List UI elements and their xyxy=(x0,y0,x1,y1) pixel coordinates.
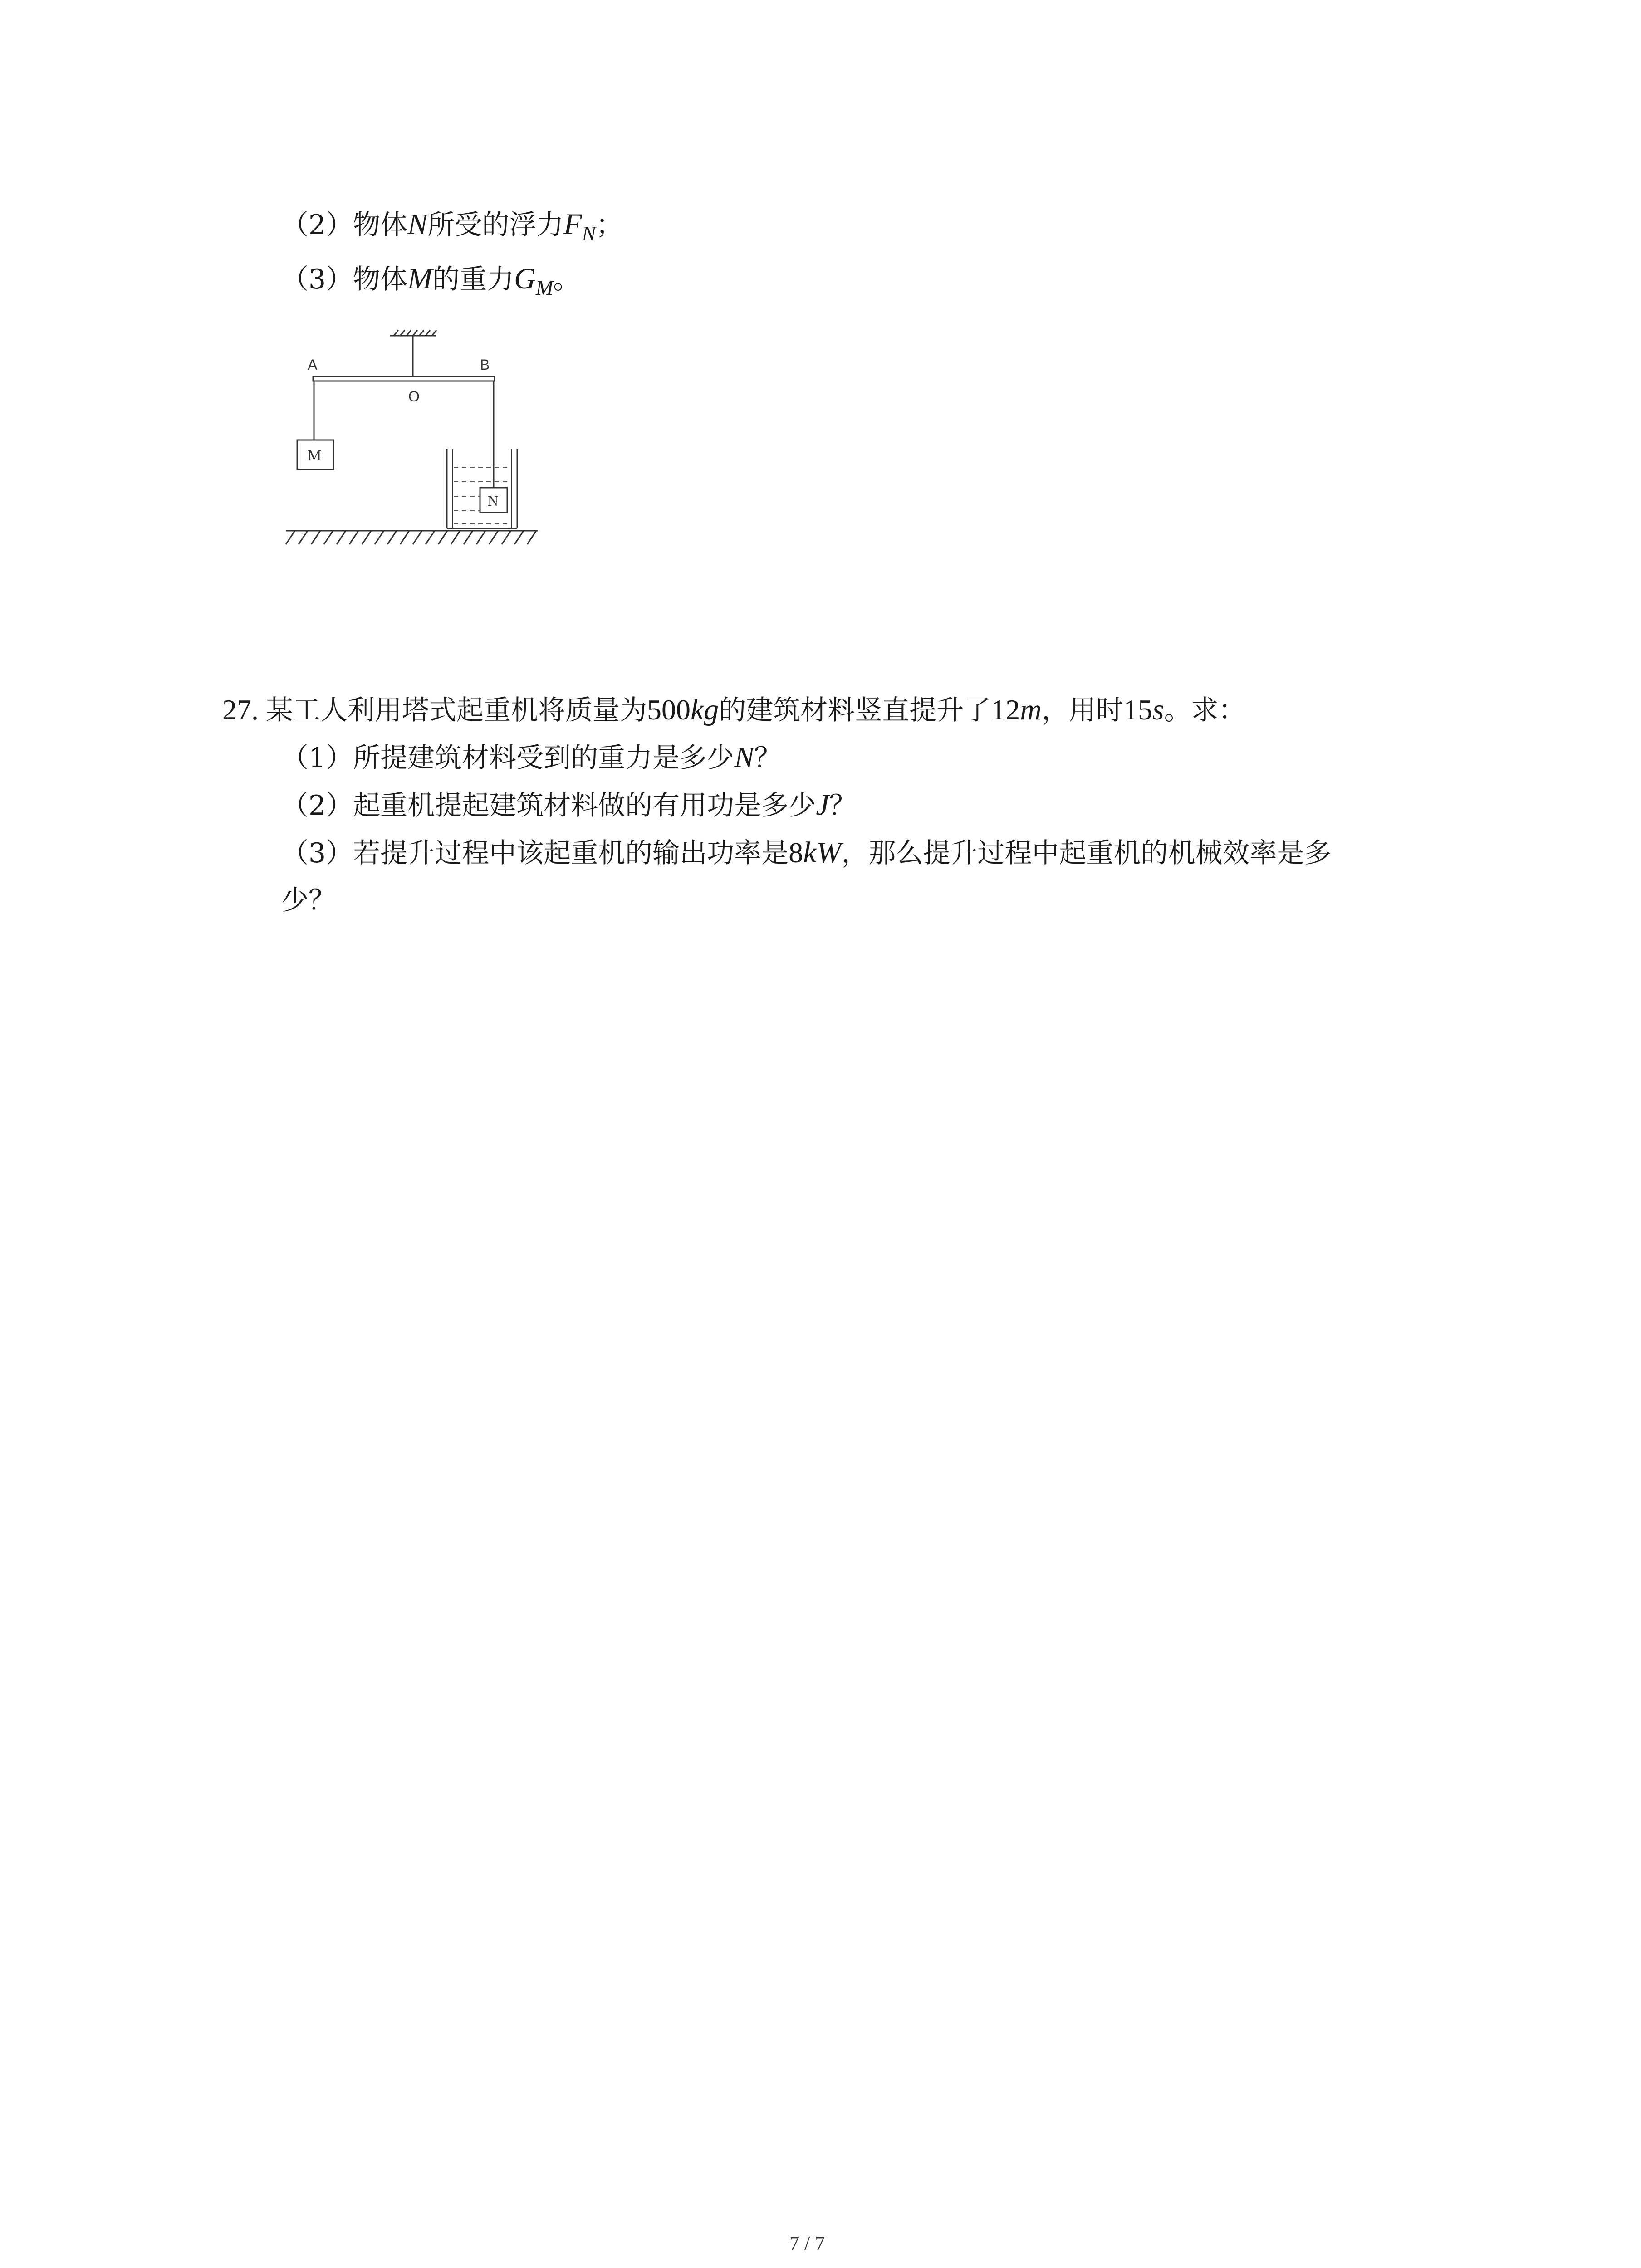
q27-number: 27. xyxy=(222,694,266,726)
lever-bar xyxy=(313,376,495,381)
q27-t1: 某工人利用塔式起重机将质量为 xyxy=(266,694,647,726)
ground xyxy=(286,531,538,544)
block-m-label: M xyxy=(308,447,322,464)
q26-part3-prefix: （3）物体 xyxy=(281,264,408,295)
q26-part2-var: N xyxy=(407,208,428,241)
q26-part3-end: 。 xyxy=(553,264,581,295)
q26-part3-var: M xyxy=(407,262,433,295)
q27-part3-value: 8 xyxy=(789,836,803,869)
q26-part2-end: ； xyxy=(596,209,623,241)
q27-v2: 12 xyxy=(991,694,1020,726)
block-n-label: N xyxy=(488,493,499,509)
q26-part3 xyxy=(281,261,580,306)
q27-part1-text: （1）所提建筑材料受到的重力是多少 xyxy=(281,742,735,774)
q26-part2-mid: 所受的浮力 xyxy=(427,209,564,241)
q27-part3-cont xyxy=(281,882,336,919)
q26-part2 xyxy=(281,206,623,252)
q27-part2 xyxy=(281,787,856,824)
q27-v1: 500 xyxy=(647,694,691,726)
q27-u2: m xyxy=(1020,693,1042,726)
q27-part1 xyxy=(281,739,781,776)
q26-part2-prefix: （2）物体 xyxy=(281,209,408,241)
label-a: A xyxy=(308,357,318,373)
q27-part1-unit: N xyxy=(734,741,754,774)
q27-part3-cont-text: 少？ xyxy=(281,885,336,916)
q27-part1-end: ？ xyxy=(754,742,782,774)
q26-part3-sym: G xyxy=(514,262,536,295)
q27-part3-unit: kW xyxy=(803,836,842,869)
q27-v3: 15 xyxy=(1123,694,1152,726)
q27-part3 xyxy=(281,835,1331,871)
q27-part3-text1: （3）若提升过程中该起重机的输出功率是 xyxy=(281,837,789,869)
q27-part3-text2: ，那么提升过程中起重机的机械效率是多 xyxy=(841,837,1332,869)
q27-t3: ，用时 xyxy=(1041,694,1123,726)
q27-u1: kg xyxy=(691,693,719,726)
q26-part2-sub: N xyxy=(582,222,596,245)
label-o: O xyxy=(408,388,420,405)
label-b: B xyxy=(480,357,490,373)
q27-stem xyxy=(222,692,1246,728)
lever-buoyancy-figure xyxy=(281,318,544,572)
q26-part3-mid: 的重力 xyxy=(432,264,514,295)
q27-u3: s xyxy=(1152,693,1164,726)
page-number: 7 / 7 xyxy=(789,2232,825,2254)
q26-part3-sub: M xyxy=(535,276,554,299)
q27-part2-unit: J xyxy=(816,788,829,821)
q27-part2-end: ？ xyxy=(829,790,857,821)
ceiling-support xyxy=(390,330,436,376)
q26-part2-sym: F xyxy=(563,208,582,241)
q27-t2: 的建筑材料竖直提升了 xyxy=(719,694,991,726)
q27-t4: 。求： xyxy=(1164,694,1246,726)
q27-part2-text: （2）起重机提起建筑材料做的有用功是多少 xyxy=(281,790,816,821)
